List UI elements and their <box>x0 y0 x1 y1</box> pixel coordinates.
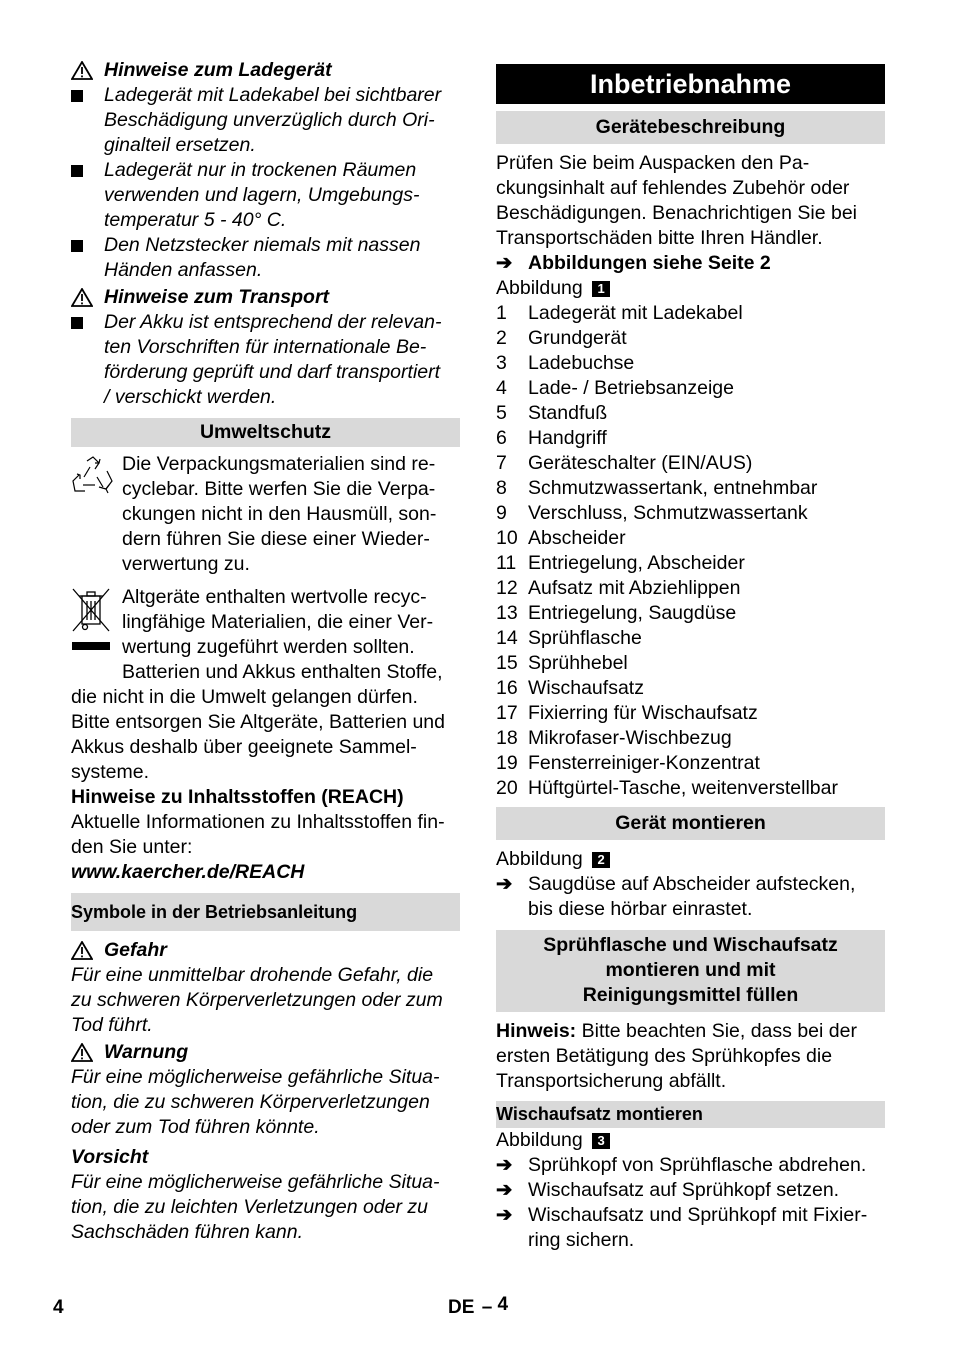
chapter-title: Inbetriebnahme <box>496 64 885 104</box>
instruction-step: ➔ Wischaufsatz auf Sprühkopf setzen. <box>496 1179 840 1201</box>
reach-link[interactable]: www.kaercher.de/REACH <box>71 861 305 883</box>
part-label: Entriegelung, Saugdüse <box>528 602 737 624</box>
part-number: 15 <box>496 652 518 674</box>
part-number: 8 <box>496 477 507 499</box>
section-heading-assembly: Gerät montieren <box>496 807 885 840</box>
parts-list-item <box>496 576 885 601</box>
warning-text: Für eine möglicherweise gefährliche Situa- tion, die zu schweren Körperverletzungen oder zum Tod führen könnte. <box>71 1066 440 1138</box>
parts-list-item <box>496 426 885 451</box>
parts-list-item <box>496 326 885 351</box>
part-label: Grundgerät <box>528 327 627 349</box>
part-number: 12 <box>496 577 518 599</box>
parts-list-item <box>496 526 885 551</box>
part-label: Lade- / Betriebsanzeige <box>528 377 734 399</box>
part-label: Verschluss, Schmutzwassertank <box>528 502 808 524</box>
part-label: Sprühhebel <box>528 652 628 674</box>
see-page-note: ➔ Abbildungen siehe Seite 2 <box>496 252 771 274</box>
warning-icon <box>71 61 93 80</box>
recycling-note: Die Verpackungsmaterialien sind re- cyclebar. Bitte werfen Sie die Verpa- ckungen nicht in den Hausmüll, son- dern führen Sie diese einer Wieder- verwertung zu. <box>71 452 460 577</box>
part-number: 2 <box>496 327 507 349</box>
part-number: 10 <box>496 527 518 549</box>
bullet-square-icon <box>71 310 104 329</box>
parts-list <box>496 301 885 801</box>
weee-note-continued: die nicht in die Umwelt gelangen dürfen. Bitte entsorgen Sie Altgeräte, Batterien und Akkus deshalb über geeignete Sammel- systeme. <box>71 686 445 783</box>
part-label: Handgriff <box>528 427 607 449</box>
figure-reference-2: Abbildung 2 <box>496 847 885 872</box>
arrow-right-icon: ➔ <box>496 1154 513 1176</box>
caution-heading: Vorsicht <box>71 1146 149 1168</box>
arrow-right-icon: ➔ <box>496 252 513 274</box>
recycle-icon <box>71 452 122 504</box>
page-number-left: 4 <box>53 1297 64 1318</box>
caution-text: Für eine möglicherweise gefährliche Situa- tion, die zu leichten Verletzungen oder zu Sachschäden führen kann. <box>71 1171 440 1243</box>
part-label: Hüftgürtel-Tasche, weitenverstellbar <box>528 777 838 799</box>
reach-text: Aktuelle Informationen zu Inhaltsstoffen fin- den Sie unter: <box>71 811 445 858</box>
part-label: Standfuß <box>528 402 608 424</box>
bullet-square-icon <box>71 83 104 102</box>
parts-list-item <box>496 651 885 676</box>
section-heading-symbols: Symbole in der Betriebsanleitung <box>71 893 460 931</box>
left-column <box>71 58 460 1245</box>
bullet-square-icon <box>71 158 104 177</box>
part-number: 16 <box>496 677 518 699</box>
crossed-bin-icon <box>71 585 122 660</box>
list-item: Den Netzstecker niemals mit nassen Händen anfassen. <box>71 233 460 283</box>
list-item: Der Akku ist entsprechend der relevan- ten Vorschriften für internationale Be- förderung geprüft und darf transportiert / verschickt werden. <box>71 310 460 410</box>
page-footer-label: DE – 4 <box>448 1294 509 1318</box>
bullet-square-icon <box>71 233 104 252</box>
part-number: 20 <box>496 777 518 799</box>
figure-reference-3: Abbildung 3 <box>496 1128 885 1153</box>
right-column <box>496 64 885 1253</box>
parts-list-item <box>496 751 885 776</box>
part-label: Fixierring für Wischaufsatz <box>528 702 758 724</box>
danger-text: Für eine unmittelbar drohende Gefahr, die zu schweren Körperverletzungen oder zum Tod führt. <box>71 964 443 1036</box>
description-text: Prüfen Sie beim Auspacken den Pa- ckungsinhalt auf fehlendes Zubehör oder Beschädigungen. Benachrichtigen Sie bei Transportschäden bitte Ihren Händler. <box>496 152 858 249</box>
part-number: 3 <box>496 352 507 374</box>
parts-list-item <box>496 776 885 801</box>
list-item: Ladegerät mit Ladekabel bei sichtbarer Beschädigung unverzüglich durch Ori- ginalteil ersetzen. <box>71 83 460 158</box>
arrow-right-icon: ➔ <box>496 1179 513 1201</box>
figure-number-badge: 1 <box>592 281 610 297</box>
charger-notes-heading: Hinweise zum Ladegerät <box>71 58 460 83</box>
parts-list-item <box>496 551 885 576</box>
arrow-right-icon: ➔ <box>496 1204 513 1226</box>
warning-icon <box>71 1043 93 1062</box>
part-number: 19 <box>496 752 518 774</box>
part-label: Schmutzwassertank, entnehmbar <box>528 477 818 499</box>
figure-reference-1: Abbildung 1 <box>496 276 885 301</box>
parts-list-item <box>496 701 885 726</box>
instruction-step: ➔ Sprühkopf von Sprühflasche abdrehen. <box>496 1154 867 1176</box>
parts-list-item <box>496 726 885 751</box>
figure-number-badge: 2 <box>592 852 610 868</box>
part-label: Ladegerät mit Ladekabel <box>528 302 743 324</box>
list-item: Ladegerät nur in trockenen Räumen verwenden und lagern, Umgebungs- temperatur 5 - 40° C. <box>71 158 460 233</box>
parts-list-item <box>496 376 885 401</box>
part-number: 6 <box>496 427 507 449</box>
parts-list-item <box>496 351 885 376</box>
parts-list-item <box>496 301 885 326</box>
part-number: 11 <box>496 552 517 574</box>
part-number: 18 <box>496 727 518 749</box>
weee-note: Altgeräte enthalten wertvolle recyc- lingfähige Materialien, die einer Ver- wertung zugeführt werden sollten. Batterien und Akkus enthalten Stoffe, <box>71 585 460 685</box>
part-label: Geräteschalter (EIN/AUS) <box>528 452 753 474</box>
transport-notes-heading: Hinweise zum Transport <box>71 285 460 310</box>
parts-list-item <box>496 501 885 526</box>
instruction-step: ➔ Wischaufsatz und Sprühkopf mit Fixier- ring sichern. <box>496 1204 868 1251</box>
parts-list-item <box>496 601 885 626</box>
part-label: Fensterreiniger-Konzentrat <box>528 752 760 774</box>
parts-list-item <box>496 476 885 501</box>
parts-list-item <box>496 401 885 426</box>
arrow-right-icon: ➔ <box>496 873 513 895</box>
section-heading-device-description: Gerätebeschreibung <box>496 111 885 144</box>
part-label: Ladebuchse <box>528 352 635 374</box>
danger-heading: Gefahr <box>71 938 460 963</box>
instruction-step: ➔ Saugdüse auf Abscheider aufstecken, bis diese hörbar einrastet. <box>496 873 856 920</box>
part-number: 4 <box>496 377 507 399</box>
parts-list-item <box>496 451 885 476</box>
part-number: 9 <box>496 502 507 524</box>
figure-number-badge: 3 <box>592 1133 610 1149</box>
warning-heading: Warnung <box>71 1040 460 1065</box>
section-heading-spray-bottle: Sprühflasche und Wischaufsatz montieren und mit Reinigungsmittel füllen <box>496 930 885 1012</box>
note-paragraph: Hinweis: Bitte beachten Sie, dass bei der ersten Betätigung des Sprühkopfes die Transportsicherung abfällt. <box>496 1020 857 1092</box>
part-label: Entriegelung, Abscheider <box>528 552 745 574</box>
part-number: 13 <box>496 602 518 624</box>
part-number: 5 <box>496 402 507 424</box>
section-heading-wiper: Wischaufsatz montieren <box>496 1101 885 1128</box>
part-number: 14 <box>496 627 518 649</box>
reach-heading: Hinweise zu Inhaltsstoffen (REACH) <box>71 786 404 808</box>
section-heading-environment: Umweltschutz <box>71 418 460 447</box>
warning-icon <box>71 941 93 960</box>
parts-list-item <box>496 676 885 701</box>
part-label: Mikrofaser-Wischbezug <box>528 727 732 749</box>
parts-list-item <box>496 626 885 651</box>
warning-icon <box>71 288 93 307</box>
part-number: 7 <box>496 452 507 474</box>
part-number: 17 <box>496 702 518 724</box>
part-label: Wischaufsatz <box>528 677 644 699</box>
part-number: 1 <box>496 302 507 324</box>
part-label: Sprühflasche <box>528 627 642 649</box>
part-label: Aufsatz mit Abziehlippen <box>528 577 741 599</box>
part-label: Abscheider <box>528 527 626 549</box>
